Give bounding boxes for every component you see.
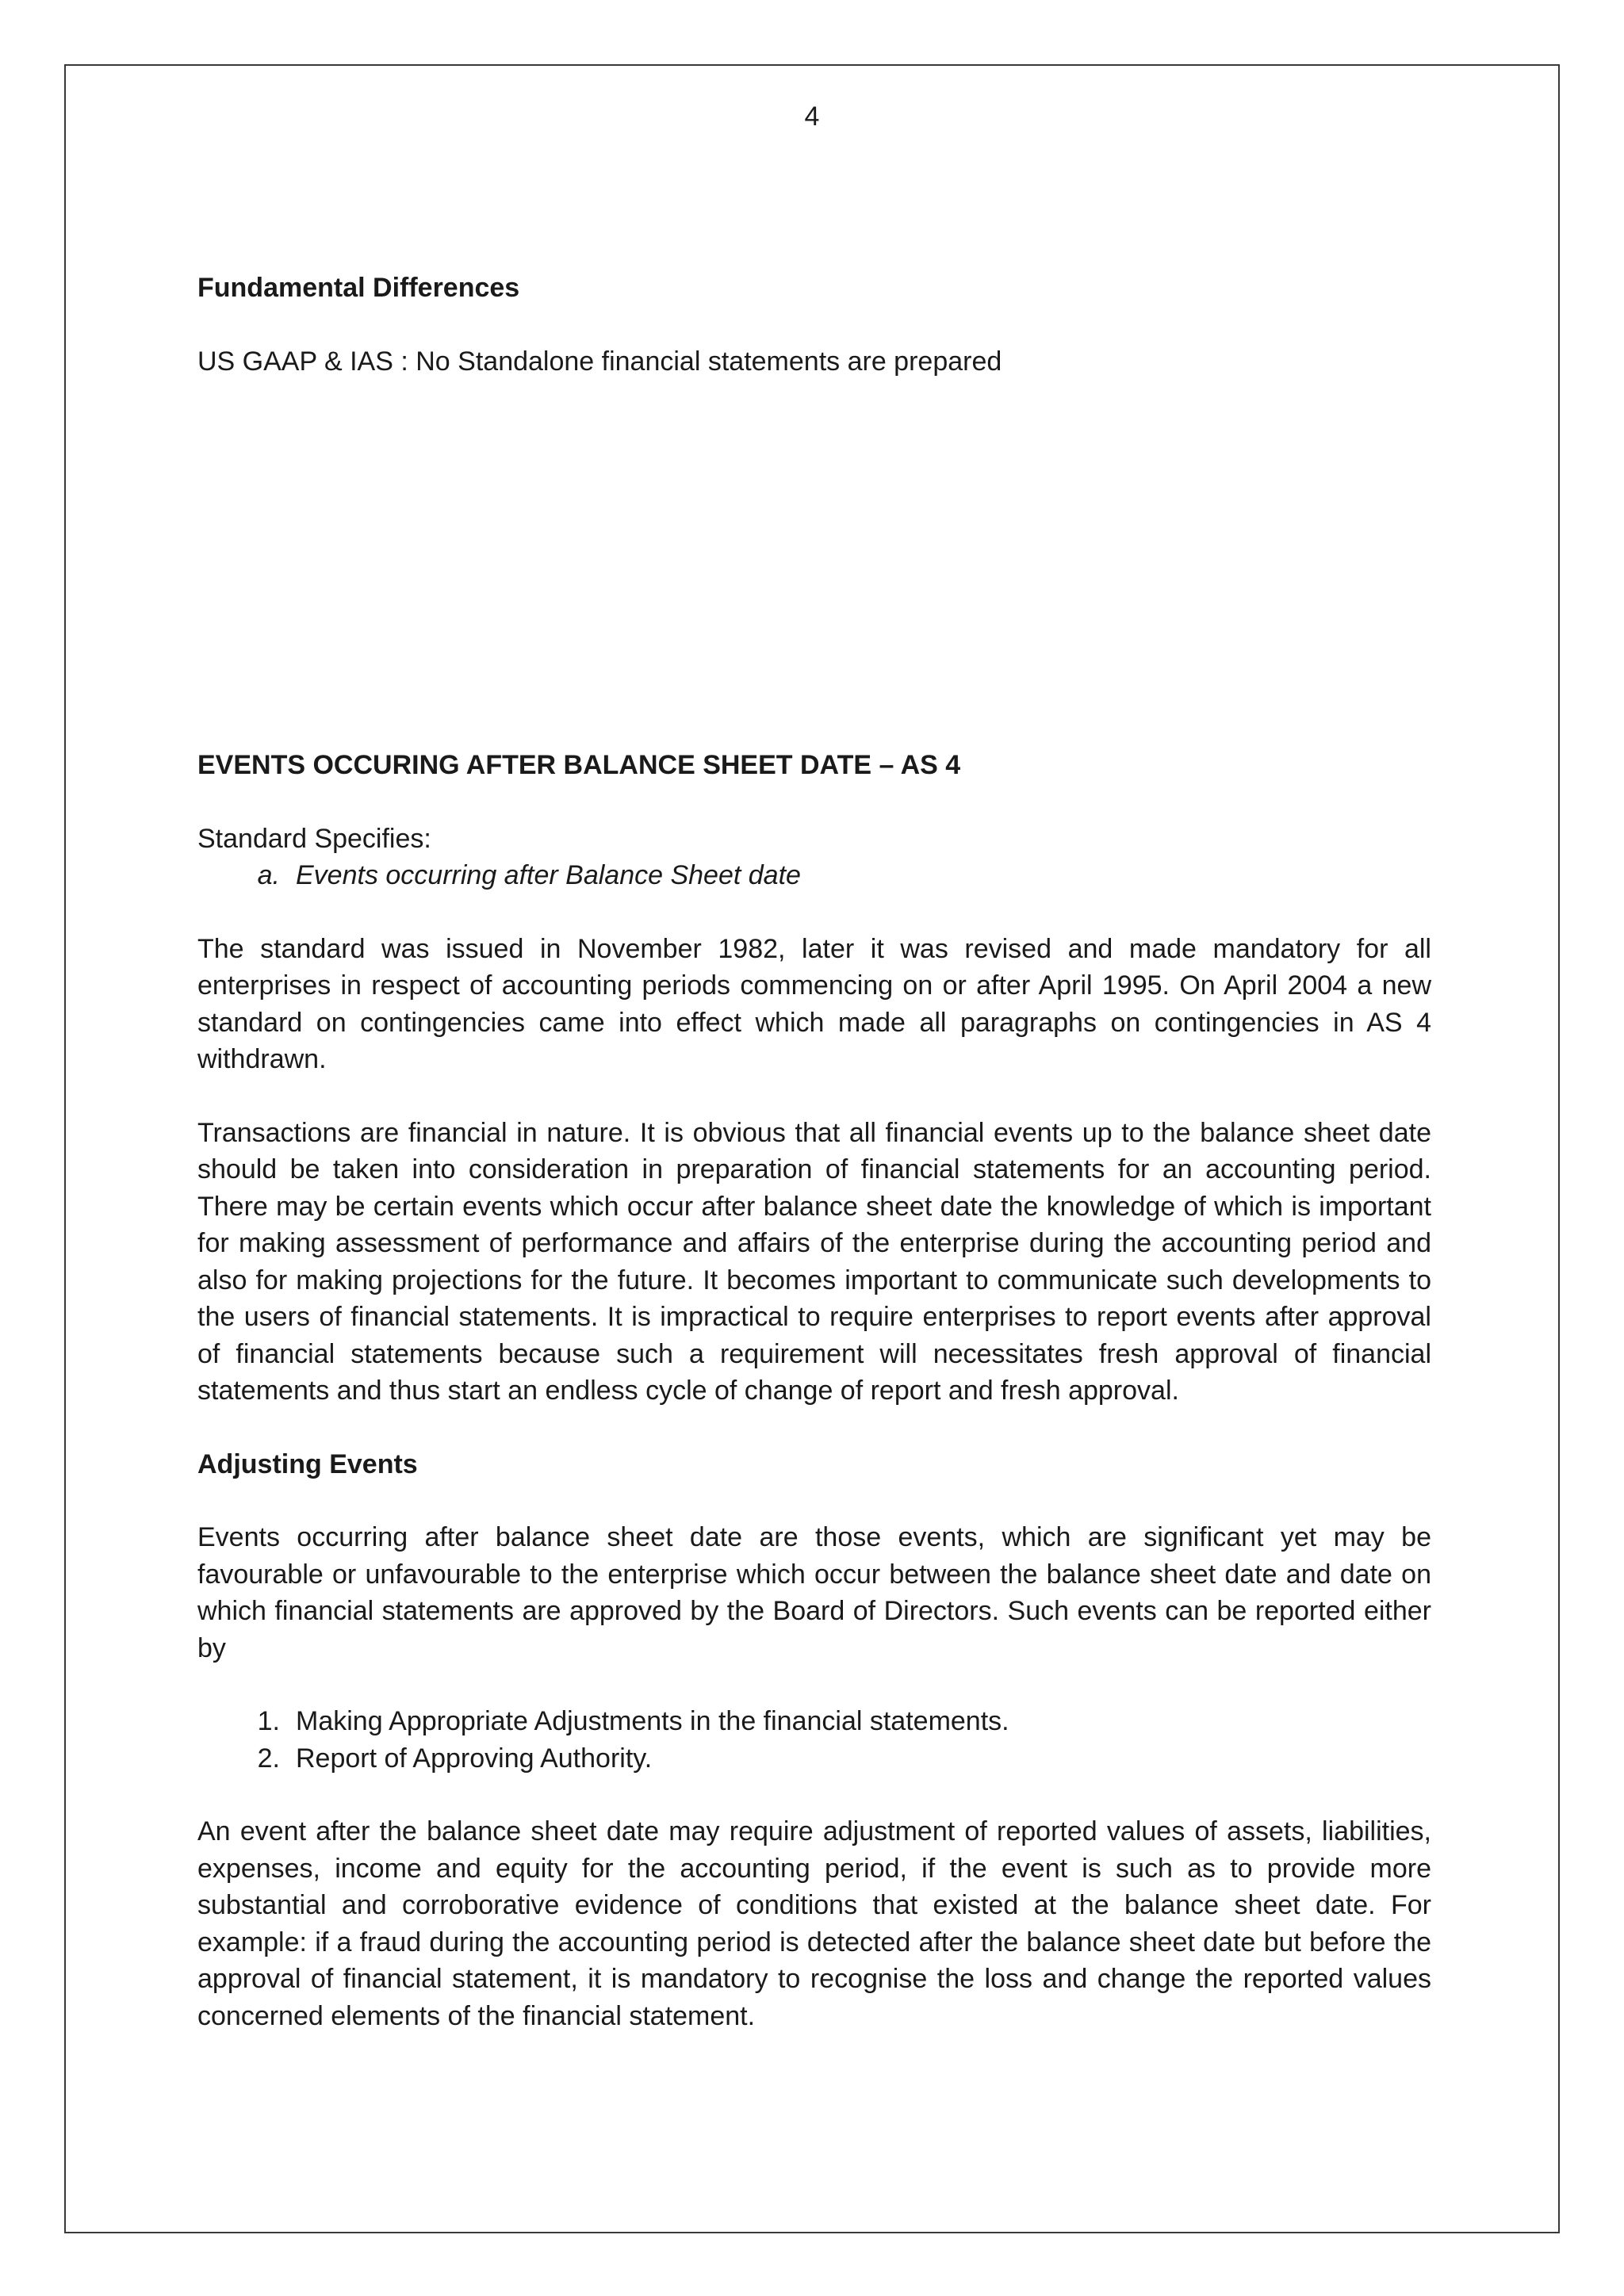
- fundamental-heading: Fundamental Differences: [197, 273, 520, 303]
- fundamental-section: [197, 270, 1431, 380]
- adjusting-list: [197, 1703, 1431, 1777]
- specifies-label: Standard Specifies:: [197, 823, 431, 854]
- adjusting-list-item: [197, 1703, 1431, 1740]
- fundamental-text: US GAAP & IAS : No Standalone financial statements are prepared: [197, 346, 1002, 377]
- list-item-text: Making Appropriate Adjustments in the financial statements.: [296, 1706, 1009, 1736]
- events-heading: EVENTS OCCURING AFTER BALANCE SHEET DATE – AS 4: [197, 750, 961, 780]
- list-marker: 2.: [257, 1743, 280, 1774]
- adjusting-paragraph-2: An event after the balance sheet date may require adjustment of reported values of assets, liabilities, expenses, income and equity for the accounting period, if the event is such as to provide more substantial and corroborative evidence of conditions that existed at the balance sheet date. For example: if a fraud during the accounting period is detected after the balance sheet date but before the approval of financial statement, it is mandatory to recognise the loss and change the reported values concerned elements of the financial statement.: [197, 1816, 1431, 2031]
- adjusting-list-item: [197, 1740, 1431, 1777]
- adjusting-heading: Adjusting Events: [197, 1448, 418, 1479]
- adjusting-paragraph-1: Events occurring after balance sheet date are those events, which are significant yet may be favourable or unfavourable to the enterprise which occur between the balance sheet date and date on which financial statements are approved by the Board of Directors. Such events can be reported either by: [197, 1522, 1431, 1663]
- list-item-text: Report of Approving Authority.: [296, 1743, 653, 1774]
- list-item-text: Events occurring after Balance Sheet date: [296, 860, 801, 890]
- events-paragraph-2: Transactions are financial in nature. It is obvious that all financial events up to the balance sheet date should be taken into consideration in preparation of financial statements for an accounting period. There may be certain events which occur after balance sheet date the knowledge of which is important for making assessment of performance and affairs of the enterprise during the accounting period and also for making projections for the future. It becomes important to communicate such developments to the users of financial statements. It is impractical to require enterprises to report events after approval of financial statements because such a requirement will necessitates fresh approval of financial statements and thus start an endless cycle of change of report and fresh approval.: [197, 1117, 1431, 1406]
- events-section: [197, 747, 1431, 2034]
- events-paragraph-1: The standard was issued in November 1982, later it was revised and made mandatory for all enterprises in respect of accounting periods commencing on or after April 1995. On April 2004 a new standard on contingencies came into effect which made all paragraphs on contingencies in AS 4 withdrawn.: [197, 933, 1431, 1074]
- list-marker: 1.: [257, 1706, 280, 1736]
- page-number: 4: [804, 101, 820, 132]
- list-marker: a.: [257, 860, 280, 890]
- specifies-list-item: [197, 857, 1431, 894]
